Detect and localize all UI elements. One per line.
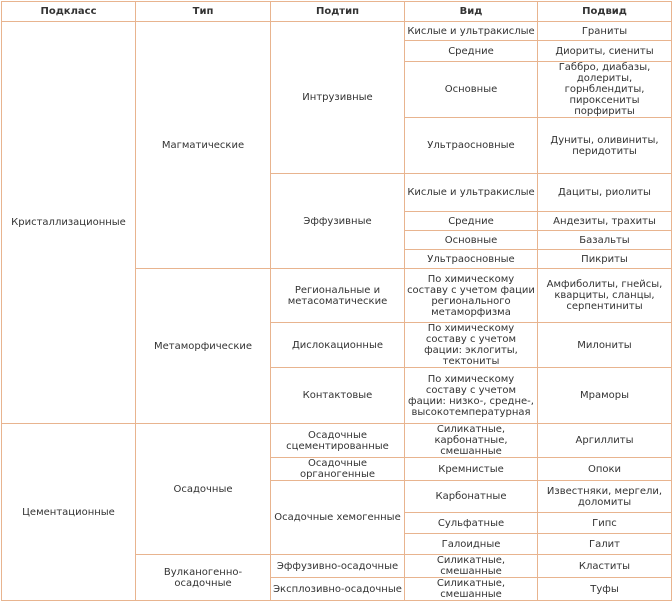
subkind-cell: Габбро, диабазы, долериты, горнблендиты, пироксениты порфириты: [538, 62, 672, 118]
kind-cell: Основные: [405, 231, 538, 250]
rock-classification-table: [1, 1, 672, 601]
subkind-cell: Дуниты, оливиниты, перидотиты: [538, 118, 672, 174]
kind-cell: По химическому составу с учетом фации: эклогиты, тектониты: [405, 323, 538, 368]
kind-cell: Средние: [405, 41, 538, 62]
type-magmatic: Магматические: [136, 22, 271, 269]
kind-cell: Карбонатные: [405, 481, 538, 513]
subtype-effusive-sedimentary: Эффузивно-осадочные: [271, 555, 405, 578]
subkind-cell: Андезиты, трахиты: [538, 212, 672, 231]
subkind-cell: Галит: [538, 534, 672, 555]
subkind-cell: Известняки, мергели, доломиты: [538, 481, 672, 513]
kind-cell: Ультраосновные: [405, 118, 538, 174]
table-row: [2, 22, 672, 41]
header-kind: Вид: [405, 2, 538, 22]
type-metamorphic: Метаморфические: [136, 269, 271, 424]
subkind-cell: Базальты: [538, 231, 672, 250]
subtype-regional: Региональные и метасоматические: [271, 269, 405, 323]
subkind-cell: Аргиллиты: [538, 424, 672, 458]
type-sedimentary: Осадочные: [136, 424, 271, 555]
subtype-dislocation: Дислокационные: [271, 323, 405, 368]
subkind-cell: Гипс: [538, 513, 672, 534]
kind-cell: Кислые и ультракислые: [405, 22, 538, 41]
kind-cell: По химическому составу с учетом фации: низко-, средне-, высокотемпературная: [405, 368, 538, 424]
header-type: Тип: [136, 2, 271, 22]
subtype-explosive-sedimentary: Эксплозивно-осадочные: [271, 578, 405, 601]
subkind-cell: Граниты: [538, 22, 672, 41]
subkind-cell: Туфы: [538, 578, 672, 601]
kind-cell: Галоидные: [405, 534, 538, 555]
header-subclass: Подкласс: [2, 2, 136, 22]
subtype-contact: Контактовые: [271, 368, 405, 424]
table-row: [2, 424, 672, 458]
subkind-cell: Пикриты: [538, 250, 672, 269]
subtype-effusive: Эффузивные: [271, 174, 405, 269]
subkind-cell: Дациты, риолиты: [538, 174, 672, 212]
subkind-cell: Милониты: [538, 323, 672, 368]
kind-cell: Силикатные, карбонатные, смешанные: [405, 424, 538, 458]
header-subkind: Подвид: [538, 2, 672, 22]
subkind-cell: Амфиболиты, гнейсы, кварциты, сланцы, серпентиниты: [538, 269, 672, 323]
subclass-cementation: Цементационные: [2, 424, 136, 601]
subtype-cemented: Осадочные сцементированные: [271, 424, 405, 458]
header-subtype: Подтип: [271, 2, 405, 22]
kind-cell: Силикатные, смешанные: [405, 578, 538, 601]
subkind-cell: Кластиты: [538, 555, 672, 578]
kind-cell: По химическому составу с учетом фации регионального метаморфизма: [405, 269, 538, 323]
subclass-crystallization: Кристаллизационные: [2, 22, 136, 424]
header-row: [2, 2, 672, 22]
kind-cell: Кремнистые: [405, 458, 538, 481]
subkind-cell: Мраморы: [538, 368, 672, 424]
kind-cell: Силикатные, смешанные: [405, 555, 538, 578]
kind-cell: Средние: [405, 212, 538, 231]
subtype-chemogenic: Осадочные хемогенные: [271, 481, 405, 555]
kind-cell: Кислые и ультракислые: [405, 174, 538, 212]
subtype-intrusive: Интрузивные: [271, 22, 405, 174]
kind-cell: Основные: [405, 62, 538, 118]
kind-cell: Сульфатные: [405, 513, 538, 534]
subtype-organogenic: Осадочные органогенные: [271, 458, 405, 481]
type-volcanic-sedimentary: Вулканогенно-осадочные: [136, 555, 271, 601]
kind-cell: Ультраосновные: [405, 250, 538, 269]
subkind-cell: Диориты, сиениты: [538, 41, 672, 62]
subkind-cell: Опоки: [538, 458, 672, 481]
